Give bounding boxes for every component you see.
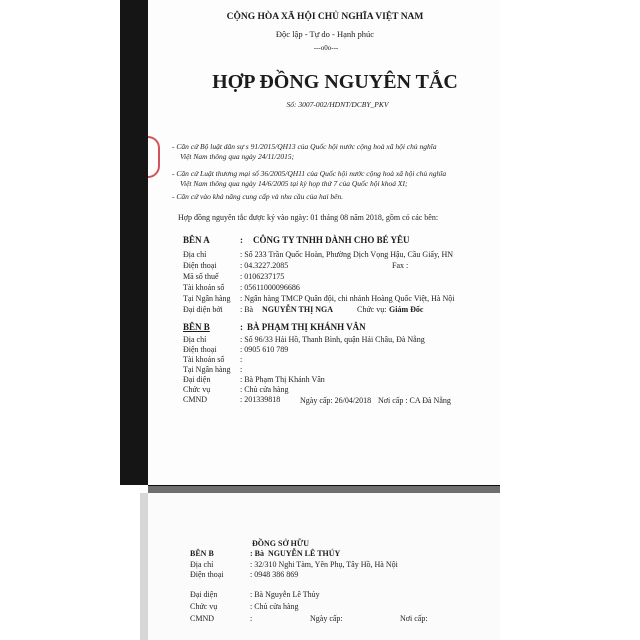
party-b-label: BÊN B: [183, 322, 210, 332]
party-b-bank: :: [240, 365, 243, 374]
party-b-position: : Chủ cửa hàng: [240, 385, 289, 394]
co-owner-prefix: : Bà: [250, 549, 264, 558]
legal-basis-line: - Căn cứ vào khả năng cung cấp và nhu cầu của hai bên.: [172, 192, 344, 201]
party-a-rep-prefix: : Bà: [240, 305, 254, 314]
contract-intro: Hợp đồng nguyên tắc được ký vào ngày: 01 tháng 08 năm 2018, gồm có các bên:: [178, 213, 439, 222]
party-a-rep-name: NGUYỄN THỊ NGA: [262, 305, 333, 314]
legal-basis-line: - Căn cứ Bộ luật dân sự s 91/2015/QH13 của Quốc hội nước cộng hoà xã hội chủ nghĩa: [172, 142, 437, 151]
header-divider: ---o0o---: [313, 44, 339, 52]
co-owner-phone: : 0948 386 869: [250, 570, 299, 579]
party-a-position-label: Chức vụ:: [357, 305, 387, 314]
party-b-address: : Số 96/33 Hải Hồ, Thanh Bình, quận Hải Châu, Đà Nẵng: [240, 335, 425, 344]
legal-basis-line: Việt Nam thông qua ngày 24/11/2015;: [180, 152, 295, 161]
co-owner-field-label: Điện thoại: [190, 570, 224, 579]
party-b-name: BÀ PHẠM THỊ KHÁNH VÂN: [247, 322, 366, 332]
party-a-tax-code: : 0106237175: [240, 272, 285, 281]
co-owner-position: : Chủ cửa hàng: [250, 602, 299, 611]
co-owner-label: BÊN B: [190, 549, 214, 558]
legal-basis-line: - Căn cứ Luật thương mại số 36/2005/QH11 của Quốc hội nước cộng hoà xã hội chủ nghĩa: [172, 169, 447, 178]
co-owner-id-number: :: [250, 614, 253, 623]
co-owner-field-label: Địa chỉ: [190, 560, 214, 569]
party-b-issue-place: Nơi cấp : CA Đà Nẵng: [378, 396, 451, 405]
party-a-field-label: Điện thoại: [183, 261, 217, 270]
party-a-phone: : 04.3227.2085: [240, 261, 289, 270]
party-b-field-label: Tài khoản số: [183, 355, 225, 364]
national-motto: Độc lập - Tự do - Hạnh phúc: [275, 29, 375, 39]
party-b-account: :: [240, 355, 243, 364]
party-a-bank: : Ngân hàng TMCP Quân đội, chi nhánh Hoàng Quốc Việt, Hà Nội: [240, 294, 455, 303]
party-a-account: : 05611000096686: [240, 283, 300, 292]
co-owner-name: NGUYỄN LÊ THÚY: [268, 549, 341, 558]
co-owner-representative: : Bà Nguyễn Lê Thủy: [250, 590, 320, 599]
party-a-field-label: Tại Ngân hàng: [183, 294, 231, 303]
party-b-phone: : 0905 610 789: [240, 345, 289, 354]
party-b-field-label: CMND: [183, 395, 208, 404]
legal-basis-line: Việt Nam thông qua ngày 14/6/2005 tại kỳ họp thứ 7 của Quốc hội khoá XI;: [180, 179, 408, 188]
scan-edge-left: [120, 0, 148, 485]
co-owner-field-label: Chức vụ: [190, 602, 218, 611]
party-a-address: : Số 233 Trần Quốc Hoàn, Phường Dịch Vọng Hậu, Cầu Giấy, HN: [240, 250, 454, 259]
co-owner-address: : 32/310 Nghi Tàm, Yên Phụ, Tây Hồ, Hà Nội: [250, 560, 398, 569]
party-a-label: BÊN A: [183, 235, 210, 245]
party-a-colon: :: [240, 235, 243, 245]
co-owner-title: ĐỒNG SỞ HỮU: [252, 539, 310, 548]
co-owner-field-label: Đại diện: [190, 590, 218, 599]
party-b-field-label: Tại Ngân hàng: [183, 365, 231, 374]
co-owner-issue-place: Nơi cấp:: [400, 614, 428, 623]
page-2-edge: [140, 493, 148, 640]
party-b-field-label: Địa chỉ: [183, 335, 207, 344]
party-a-rep-label: Đại diện bởi: [183, 305, 223, 314]
party-a-field-label: Tài khoản số: [183, 283, 225, 292]
party-b-id-number: : 201339818: [240, 395, 281, 404]
country-name: CỘNG HÒA XÃ HỘI CHỦ NGHĨA VIỆT NAM: [226, 12, 424, 22]
party-b-field-label: Đại diện: [183, 375, 211, 384]
document-number: Số: 3007-002/HDNT/DCBY_PKV: [286, 100, 389, 109]
red-stamp-mark: [148, 136, 160, 178]
document-title: HỢP ĐỒNG NGUYÊN TẮC: [212, 71, 458, 93]
party-b-field-label: Điện thoại: [183, 345, 217, 354]
co-owner-field-label: CMND: [190, 614, 215, 623]
party-a-field-label: Mã số thuế: [183, 272, 219, 281]
party-a-name: CÔNG TY TNHH DÀNH CHO BÉ YÊU: [253, 235, 410, 245]
co-owner-issue-date: Ngày cấp:: [310, 614, 343, 623]
page-fold: [148, 486, 500, 493]
party-b-field-label: Chức vụ: [183, 385, 211, 394]
party-a-field-label: Địa chỉ: [183, 250, 207, 259]
party-b-representative: : Bà Phạm Thị Khánh Vân: [240, 375, 325, 384]
party-a-position: Giám Đốc: [389, 305, 424, 314]
party-a-fax: Fax :: [392, 261, 409, 270]
party-b-colon: :: [240, 322, 243, 332]
party-b-issue-date: Ngày cấp: 26/04/2018: [300, 396, 372, 405]
